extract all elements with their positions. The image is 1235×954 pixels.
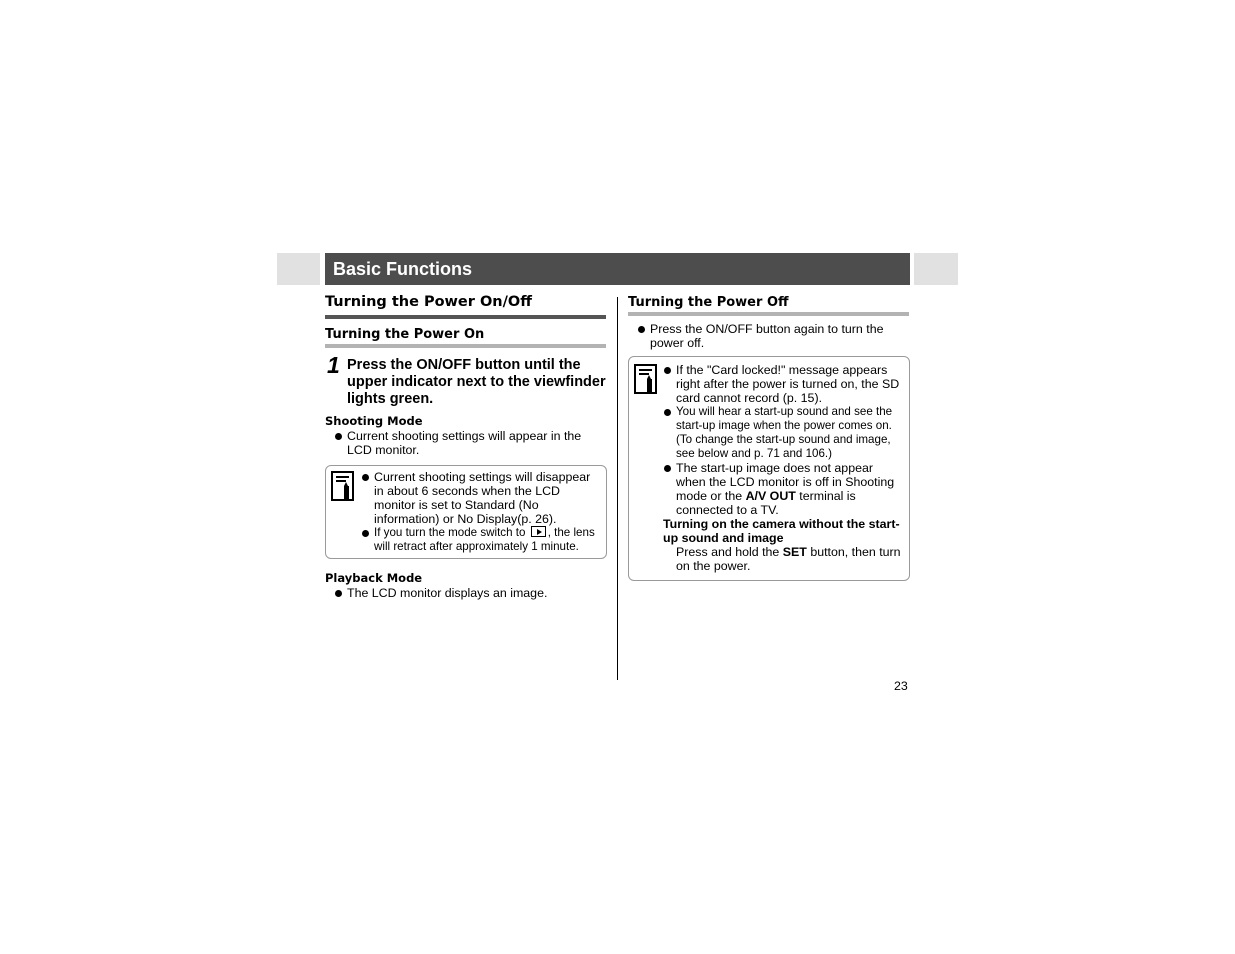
bullet-dot-icon <box>664 409 671 416</box>
bullet-dot-icon <box>638 326 645 333</box>
subsection-rule-power-off <box>628 312 909 316</box>
note-right-bullet-1: If the "Card locked!" message appears right after the power is turned on, the SD card cannot record (p. 15). <box>676 363 904 405</box>
note-right-bullet-2: You will hear a start-up sound and see the start-up image when the power comes on. (To change the start-up sound and image, see below and p. 71 and 106.) <box>676 405 904 461</box>
subsection-rule-power-on <box>325 344 606 348</box>
playback-mode-title: Playback Mode <box>325 571 423 585</box>
subsection-title-power-on: Turning the Power On <box>325 327 485 342</box>
bullet-dot-icon <box>335 590 342 597</box>
section-rule <box>325 315 606 319</box>
bullet-dot-icon <box>335 433 342 440</box>
playback-icon <box>531 526 546 537</box>
bullet-dot-icon <box>664 367 671 374</box>
column-divider <box>617 297 618 680</box>
page-number: 23 <box>894 679 908 693</box>
header-tab-left <box>277 253 320 285</box>
shooting-mode-title: Shooting Mode <box>325 414 423 428</box>
section-title: Turning the Power On/Off <box>325 294 532 310</box>
note-tip-title: Turning on the camera without the start-up sound and image <box>663 517 900 545</box>
note-right-bullet-3: The start-up image does not appear when the LCD monitor is off in Shooting mode or the A/V OUT terminal is connected to a TV. <box>676 461 904 517</box>
note-left-bullet-2: If you turn the mode switch to , the lens will retract after approximately 1 minute. <box>374 526 602 554</box>
chapter-title: Basic Functions <box>333 259 473 279</box>
bullet-dot-icon <box>362 474 369 481</box>
bullet-dot-icon <box>664 465 671 472</box>
note-left-bullet-1: Current shooting settings will disappear in about 6 seconds when the LCD monitor is set to Standard (No information) or No Display(p. 26). <box>374 470 602 526</box>
shooting-mode-bullet: Current shooting settings will appear in the LCD monitor. <box>347 429 602 457</box>
memo-icon <box>634 364 657 394</box>
note-tip-text: Press and hold the SET button, then turn on the power. <box>676 545 901 573</box>
step-instruction: Press the ON/OFF button until the upper indicator next to the viewfinder lights green. <box>347 357 606 407</box>
power-off-bullet: Press the ON/OFF button again to turn the power off. <box>650 322 906 350</box>
bullet-dot-icon <box>362 530 369 537</box>
step-number: 1 <box>327 352 340 378</box>
memo-icon <box>331 471 354 501</box>
playback-mode-bullet: The LCD monitor displays an image. <box>347 586 602 600</box>
header-tab-right <box>914 253 958 285</box>
chapter-header <box>325 253 910 285</box>
subsection-title-power-off: Turning the Power Off <box>628 295 789 310</box>
